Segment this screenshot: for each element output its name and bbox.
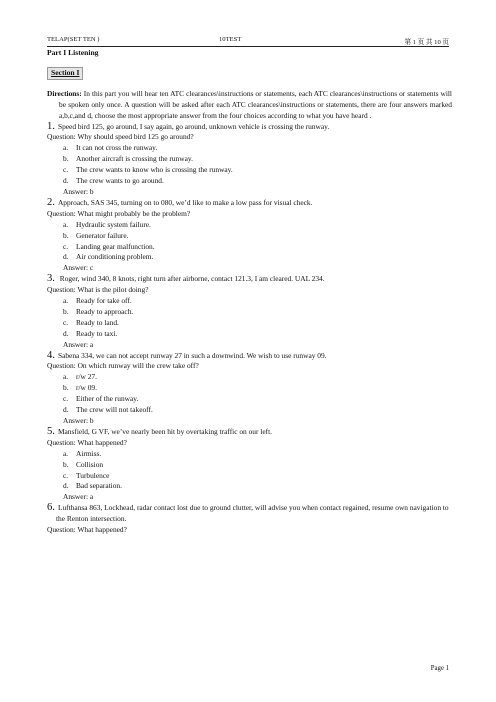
option-text: Collision [76,459,104,469]
header-center: 10TEST [219,36,242,43]
question-prompt: Question: Why should speed bird 125 go around? [47,132,194,142]
option-text: The crew will not takeoff. [76,405,153,415]
answer-key: Answer: a [63,492,94,502]
option-text: Ready for take off. [76,296,132,306]
answer-option [63,329,452,340]
directions [47,88,452,122]
answer-option [63,296,452,307]
answer-key: Answer: c [63,263,94,273]
option-text: The crew wants to know who is crossing the runway. [76,165,233,175]
answer-option [63,176,452,187]
option-text: r/w 09. [76,383,97,393]
option-letter: a. [63,219,69,229]
option-text: Landing gear malfunction. [76,241,155,251]
option-letter: a. [63,296,69,306]
answer-option [63,252,452,263]
answer-key: Answer: a [63,339,94,349]
answer-option [63,394,452,405]
answer-option [63,460,452,471]
question-statement [47,274,452,285]
answer-option [63,242,452,253]
question-number: 4. [47,349,55,361]
option-text: Generator failure. [76,230,129,240]
option-letter: d. [63,176,69,186]
question-statement [47,502,452,525]
question-statement [47,427,452,438]
directions-label: Directions: [47,88,82,98]
option-letter: b. [63,230,69,240]
answer-option [63,307,452,318]
option-text: Bad separation. [76,481,122,491]
option-text: Turbulence [76,470,110,480]
directions-text: In this part you will hear ten ATC clearances\instructions or statements, each ATC clearances\instructions or statements will be spoken only once. A question will be asked after each ATC clearances\instructions or statements, there are four answers marked a,b,c,and d, choose the most appropriate answer from the four choices according to what you have heard . [59,88,452,120]
question-prompt: Question: On which runway will the crew take off? [47,361,199,371]
answer-option [63,165,452,176]
option-text: r/w 27. [76,372,97,382]
answer-key: Answer: b [63,416,94,425]
option-letter: c. [63,470,69,480]
question-list [47,122,452,536]
option-letter: d. [63,252,69,262]
option-letter: b. [63,383,69,393]
statement-text: Lufthansa 863, Lockhead, radar contact lost due to ground clutter, will advise you when contact regained, resume own navigation to the Renton intersection. [56,503,449,524]
statement-text: Approach, SAS 345, turning on to 080, we’d like to make a low pass for visual check. [57,197,313,207]
question-prompt: Question: What might probably be the problem? [47,208,191,218]
question-statement [47,198,452,209]
answer-option [63,318,452,329]
option-text: Ready to approach. [76,306,134,316]
option-letter: d. [63,405,69,415]
option-text: Ready to land. [76,317,119,327]
question-number: 2. [47,196,55,208]
option-letter: c. [63,317,69,327]
answer-key: Answer: b [63,186,94,196]
option-letter: d. [63,481,69,491]
statement-text: Sabena 334, we can not accept runway 27 in such a downwind. We wish to use runway 09. [57,350,327,360]
question-number: 3. [47,273,55,285]
question-number: 5. [47,425,55,437]
option-text: It can not cross the runway. [76,143,158,153]
answer-option [63,481,452,492]
option-text: Air conditioning problem. [76,252,154,262]
page-header [47,35,449,47]
section-title: Section I [47,67,83,80]
question-item [47,198,452,274]
option-text: Hydraulic system failure. [76,219,151,229]
option-letter: b. [63,154,69,164]
question-statement [47,122,452,133]
statement-text: Roger, wind 340, 8 knots, right turn after airborne, contact 121.3, I am cleared. UAL 234. [57,274,325,284]
answer-option [63,449,452,460]
option-letter: a. [63,143,69,153]
page-footer: Page 1 [430,665,449,672]
question-item [47,503,452,536]
option-letter: d. [63,328,69,338]
statement-text: Speed bird 125, go around, I say again, go around, unknown vehicle is crossing the runway. [57,121,330,131]
answer-option [63,143,452,154]
option-letter: b. [63,459,69,469]
document-body [47,48,452,536]
option-text: Another aircraft is crossing the runway. [76,154,193,164]
answer-option [63,471,452,482]
answer-option [63,405,452,416]
answer-option [63,220,452,231]
statement-text: Mansfield, G VF, we’ve nearly been hit by overtaking traffic on our left. [57,426,272,436]
option-text: Airmiss. [76,448,102,458]
question-statement [47,351,452,362]
answer-option [63,154,452,165]
question-prompt: Question: What is the pilot doing? [47,285,149,295]
option-letter: c. [63,394,69,404]
option-letter: b. [63,306,69,316]
question-prompt: Question: What happened? [47,525,127,535]
option-letter: c. [63,241,69,251]
answer-option [63,231,452,242]
header-left: TELAP(SET TEN ) [47,36,100,43]
question-item [47,274,452,350]
option-letter: a. [63,372,69,382]
part-title: Part I Listening [47,48,99,57]
option-letter: c. [63,165,69,175]
question-number: 1. [47,120,55,132]
option-text: Ready to taxi. [76,328,118,338]
question-number: 6. [47,502,55,514]
header-page-info: 第 1 页 共 10 页 [404,39,449,46]
answer-option [63,383,452,394]
question-item [47,122,452,198]
option-text: The crew wants to go around. [76,176,164,186]
option-letter: a. [63,448,69,458]
question-item [47,351,452,427]
option-text: Either of the runway. [76,394,139,404]
question-prompt: Question: What happened? [47,437,127,447]
answer-option [63,372,452,383]
question-item [47,427,452,503]
